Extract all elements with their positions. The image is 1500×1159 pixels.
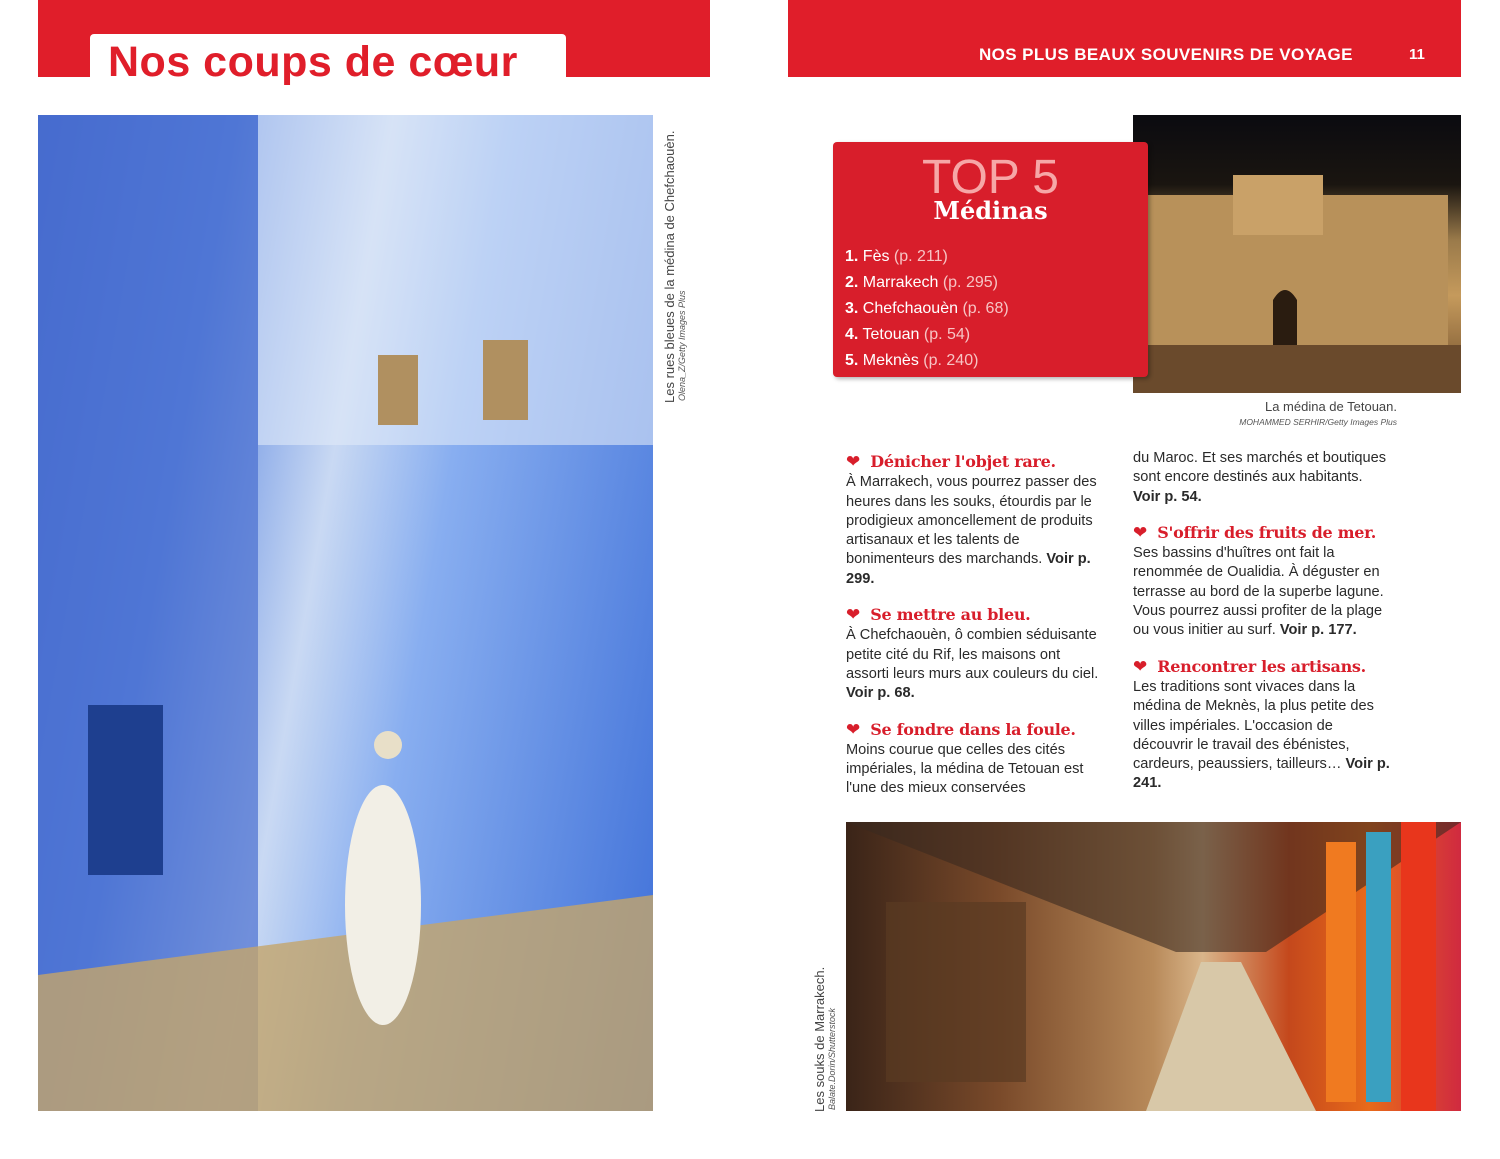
caption-text: La médina de Tetouan. — [1264, 399, 1397, 414]
photo2-caption — [1133, 399, 1397, 427]
item-number: 3. — [845, 300, 859, 317]
item-page: (p. 240) — [923, 352, 979, 369]
tip-text: Ses bassins d'huîtres ont fait la renommée de Oualidia. À déguster en terrasse au bord de la superbe lagune. Vous pourrez aussi profiter de la plage ou vous initier au surf. — [1133, 545, 1384, 639]
item-page: (p. 211) — [893, 248, 948, 265]
page-ref: Voir p. 68. — [846, 685, 915, 702]
top5-list — [845, 244, 1009, 374]
list-item — [845, 348, 1009, 374]
chefchaouen-photo — [38, 115, 653, 1111]
photo-credit: MOHAMMED SERHIR/Getty Images Plus — [1239, 417, 1397, 427]
tips-column-left — [846, 452, 1104, 815]
tip-item — [1133, 657, 1391, 794]
tip-title: Dénicher l'objet rare. — [870, 452, 1056, 471]
top5-subheading: Médinas — [933, 196, 1048, 225]
top5-heading: TOP 5 — [922, 151, 1059, 204]
tip-text: À Marrakech, vous pourrez passer des heures dans les souks, étourdis par le prodigieux amoncellement de produits artisanaux et les talents de bonimenteurs des marchands. — [846, 474, 1097, 568]
souks-illustration — [846, 822, 1461, 1111]
chefchaouen-illustration — [38, 115, 653, 1111]
heart-icon: ❤ — [1133, 522, 1148, 542]
heart-icon: ❤ — [1133, 656, 1148, 676]
tip-title: Se fondre dans la foule. — [870, 719, 1076, 739]
tip-continuation — [1133, 449, 1391, 507]
item-name: Chefchaouèn — [862, 300, 958, 317]
list-item — [845, 244, 1009, 270]
item-name: Tetouan — [862, 326, 920, 343]
tip-item — [846, 605, 1104, 703]
caption-text: Les souks de Marrakech. — [812, 966, 827, 1112]
right-header-bar — [788, 0, 1461, 77]
list-item — [845, 270, 1009, 296]
item-name: Marrakech — [862, 274, 939, 291]
tetouan-illustration — [1133, 115, 1461, 393]
section-title: Nos coups de cœur — [108, 38, 518, 86]
top5-box — [833, 142, 1148, 377]
tip-item — [846, 452, 1104, 589]
tips-column-right — [1133, 449, 1391, 810]
heart-icon: ❤ — [846, 452, 861, 471]
souks-photo — [846, 822, 1461, 1111]
heart-icon: ❤ — [846, 605, 861, 625]
page-ref: Voir p. 241. — [1133, 756, 1390, 792]
list-item — [845, 296, 1009, 322]
tip-title: Se mettre au bleu. — [870, 605, 1031, 625]
page-ref: Voir p. 177. — [1279, 622, 1357, 639]
item-name: Fès — [862, 248, 890, 265]
item-name: Meknès — [862, 352, 919, 369]
item-page: (p. 54) — [923, 326, 971, 343]
item-number: 1. — [845, 248, 859, 265]
tip-text: du Maroc. Et ses marchés et boutiques sont encore destinés aux habitants. — [1133, 450, 1387, 486]
item-page: (p. 68) — [962, 300, 1009, 317]
photo-credit: Olena_Z/Getty Images Plus — [677, 290, 687, 401]
tetouan-photo — [1133, 115, 1461, 393]
tip-text: Moins courue que celles des cités impériales, la médina de Tetouan est l'une des mieux conservées — [846, 741, 1084, 797]
tip-title: S'offrir des fruits de mer. — [1157, 522, 1377, 542]
list-item — [845, 322, 1009, 348]
tip-text: À Chefchaouèn, ô combien séduisante petite cité du Rif, les maisons ont assorti leurs murs aux couleurs du ciel. — [846, 627, 1099, 682]
tip-body — [846, 626, 1104, 703]
photo1-caption — [662, 131, 687, 403]
tip-item — [846, 720, 1104, 799]
item-number: 5. — [845, 352, 859, 369]
page-ref: Voir p. 54. — [1133, 488, 1202, 505]
item-number: 2. — [845, 274, 859, 291]
item-number: 4. — [845, 326, 859, 343]
page-number: 11 — [1409, 46, 1425, 63]
tip-body — [846, 473, 1104, 589]
page-ref: Voir p. 299. — [846, 551, 1091, 587]
item-page: (p. 295) — [942, 274, 998, 291]
tip-item — [1133, 523, 1391, 641]
running-head: NOS PLUS BEAUX SOUVENIRS DE VOYAGE — [979, 45, 1353, 64]
tip-title: Rencontrer les artisans. — [1157, 656, 1366, 676]
photo3-caption — [812, 967, 837, 1112]
photo-credit: Balate.Dorin/Shutterstock — [827, 1007, 837, 1110]
heart-icon: ❤ — [846, 719, 861, 739]
tip-text: Les traditions sont vivaces dans la médina de Meknès, la plus petite des villes impériales. L'occasion de découvrir le travail des ébénistes, cardeurs, peaussiers, tailleurs… — [1133, 678, 1374, 773]
caption-text: Les rues bleues de la médina de Chefchaouèn. — [662, 130, 677, 403]
